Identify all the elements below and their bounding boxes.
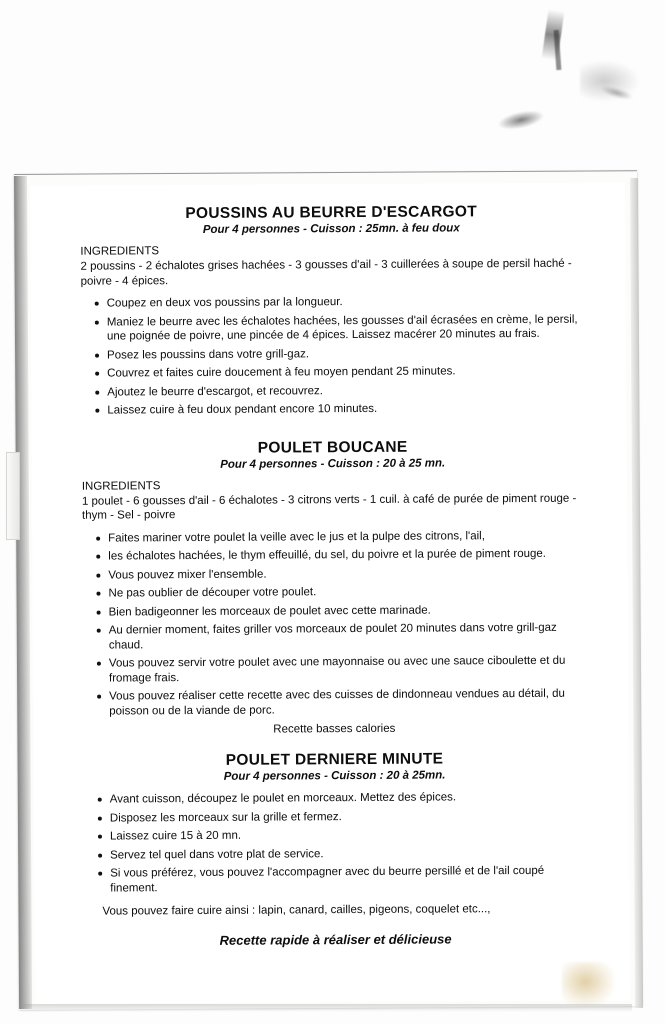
- step-item: les échalotes hachées, le thym effeuillé, du sel, du poivre et la purée de piment rouge.: [96, 547, 588, 565]
- step-item: Ajoutez le beurre d'escargot, et recouvrez.: [95, 382, 587, 400]
- recipe-note: Vous pouvez faire cuire ainsi : lapin, canard, cailles, pigeons, coquelet etc...,: [102, 903, 491, 918]
- recipe-block: [79, 750, 590, 918]
- step-item: Maniez le beurre avec les échalotes hachées, les gousses d'ail écrasées en crème, le persil, une poignée de poivre, une pincée de 4 épices. Laissez macérer 20 minutes au frais.: [95, 312, 587, 344]
- step-item: Posez les poussins dans votre grill-gaz.: [95, 345, 587, 363]
- recipe-title: POULET DERNIERE MINUTE: [225, 750, 444, 769]
- steps-list: [77, 294, 588, 419]
- recipe-page: [30, 182, 630, 1004]
- ingredients-heading: INGREDIENTS: [81, 479, 161, 493]
- scan-smudge-icon: [497, 107, 545, 132]
- step-item: Vous pouvez mixer l'ensemble.: [96, 565, 588, 583]
- recipe-note: Recette basses calories: [273, 722, 396, 736]
- ingredients-heading: INGREDIENTS: [80, 245, 160, 258]
- step-item: Ne pas oublier de découper votre poulet.: [96, 584, 588, 602]
- step-item: Avant cuisson, découpez le poulet en morceaux. Mettez des épices.: [98, 790, 590, 808]
- step-item: Disposez les morceaux sur la grille et fermez.: [98, 808, 590, 826]
- closing-line: Recette rapide à réaliser et délicieuse: [219, 931, 452, 948]
- step-item: Bien badigeonner les morceaux de poulet avec cette marinade.: [97, 602, 589, 620]
- recipe-subtitle: Pour 4 personnes - Cuisson : 20 à 25mn.: [223, 769, 446, 783]
- step-item: Si vous préférez, vous pouvez l'accompagner avec du beurre persillé et de l'ail coupé finement.: [98, 864, 590, 896]
- step-item: Au dernier moment, faites griller vos morceaux de poulet 20 minutes dans votre grill-gaz chaud.: [97, 621, 589, 653]
- step-item: Servez tel quel dans votre plat de service.: [98, 845, 590, 863]
- scan-smudge-icon: [542, 9, 565, 61]
- step-item: Vous pouvez servir votre poulet avec une mayonnaise ou avec une sauce ciboulette et du fromage frais.: [97, 654, 589, 686]
- step-item: Vous pouvez réaliser cette recette avec des cuisses de dindonneau vendues au détail, du poisson ou de la viande de porc.: [97, 687, 589, 719]
- recipe-title: POULET BOUCANE: [257, 438, 408, 457]
- step-item: Laissez cuire 15 à 20 mn.: [98, 827, 590, 845]
- step-item: Couvrez et faites cuire doucement à feu moyen pendant 25 minutes.: [95, 364, 587, 382]
- ingredients-text: 2 poussins - 2 échalotes grises hachées - 3 gousses d'ail - 3 cuillerées à soupe de persil haché - poivre - 4 épices.: [80, 257, 572, 288]
- step-item: Coupez en deux vos poussins par la longueur.: [95, 294, 587, 312]
- recipe-title: POUSSINS AU BEURRE D'ESCARGOT: [185, 203, 478, 223]
- steps-list: [80, 790, 591, 896]
- scan-smudge-icon: [554, 30, 562, 70]
- recipe-subtitle: Pour 4 personnes - Cuisson : 25mn. à feu doux: [202, 222, 460, 236]
- page-content: [76, 203, 591, 949]
- step-item: Faites mariner votre poulet la veille avec le jus et la pulpe des citrons, l'ail,: [96, 528, 588, 546]
- step-item: Laissez cuire à feu doux pendant encore 10 minutes.: [95, 401, 587, 419]
- scan-smudge-icon: [580, 60, 640, 102]
- ingredients-text: 1 poulet - 6 gousses d'ail - 6 échalotes - 3 citrons verts - 1 cuil. à café de purée de piment rouge - thym - Sel - poivre: [81, 492, 577, 522]
- recipe-block: [78, 437, 590, 737]
- recipe-subtitle: Pour 4 personnes - Cuisson : 20 à 25 mn.: [220, 456, 446, 471]
- steps-list: [78, 528, 589, 719]
- recipe-block: [76, 203, 587, 419]
- scan-smudge-icon: [599, 84, 634, 103]
